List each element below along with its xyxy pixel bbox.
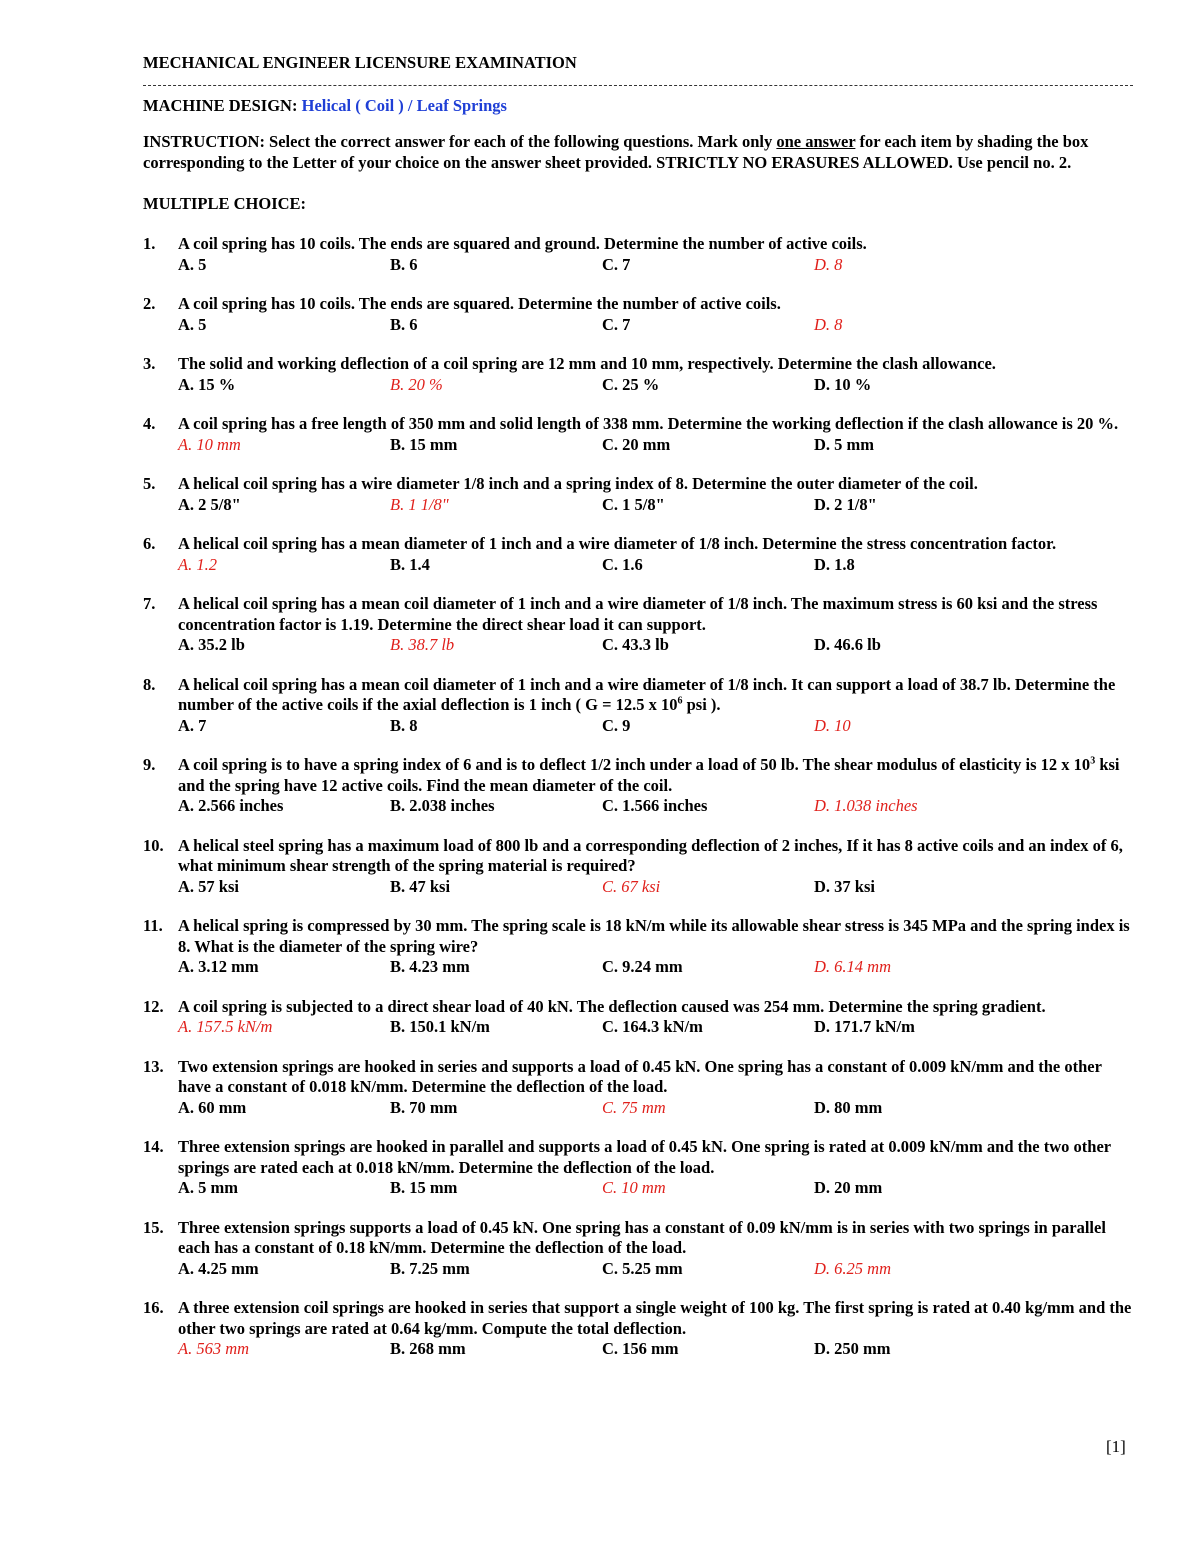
choice-option: D. 46.6 lb bbox=[814, 635, 881, 654]
question-number: 10. bbox=[143, 835, 164, 855]
choice-option: D. 20 mm bbox=[814, 1178, 883, 1197]
page-number: [1] bbox=[1106, 1437, 1126, 1456]
choice-option: B. 268 mm bbox=[390, 1339, 466, 1358]
instruction-emphasis: one answer bbox=[776, 132, 856, 151]
exam-page bbox=[143, 52, 1133, 1360]
choice-option: D. 250 mm bbox=[814, 1339, 891, 1358]
choice-option: C. 7 bbox=[602, 254, 631, 274]
question-text bbox=[178, 675, 1133, 716]
question-text bbox=[178, 755, 1133, 796]
question-item bbox=[143, 1057, 1133, 1119]
choice-option: B. 4.23 mm bbox=[390, 957, 470, 976]
choice-option: C. 7 bbox=[602, 314, 631, 334]
choice-correct-answer: B. 1 1/8" bbox=[390, 494, 449, 514]
choice-option: A. 4.25 mm bbox=[178, 1258, 259, 1278]
choice-row bbox=[178, 716, 1133, 737]
question-number: 15. bbox=[143, 1217, 164, 1237]
choice-option: D. 10 % bbox=[814, 374, 872, 394]
choice-option: B. 47 ksi bbox=[390, 876, 451, 896]
question-text-pre: A coil spring is to have a spring index of 6 and is to deflect 1/2 inch under a load of 50 lb. The shear modulus of elasticity is 12 x 10 bbox=[178, 755, 1091, 774]
question-number: 9. bbox=[143, 755, 156, 774]
question-text: A helical coil spring has a wire diameter 1/8 inch and a spring index of 8. Determine the outer diameter of the coil. bbox=[178, 474, 978, 493]
choice-row bbox=[178, 957, 1133, 978]
choice-option: C. 156 mm bbox=[602, 1339, 679, 1358]
choice-option: C. 43.3 lb bbox=[602, 635, 669, 654]
question-number: 14. bbox=[143, 1137, 164, 1156]
question-text-post: psi ). bbox=[682, 695, 721, 714]
subject-line bbox=[143, 95, 1133, 117]
choice-correct-answer: D. 1.038 inches bbox=[814, 796, 918, 815]
question-item bbox=[143, 836, 1133, 898]
choice-option: B. 6 bbox=[390, 254, 418, 274]
question-number: 4. bbox=[143, 414, 156, 433]
question-number: 3. bbox=[143, 354, 156, 373]
choice-correct-answer: A. 563 mm bbox=[178, 1339, 250, 1358]
choice-correct-answer: D. 6.14 mm bbox=[814, 957, 891, 976]
section-label: MULTIPLE CHOICE: bbox=[143, 194, 307, 213]
question-text-post: ksi and the spring have 12 active coils. Find the mean diameter of the coil. bbox=[178, 755, 1120, 795]
choice-option: C. 1 5/8" bbox=[602, 494, 665, 514]
choice-option: A. 57 ksi bbox=[178, 876, 239, 896]
choice-option: B. 1.4 bbox=[390, 554, 430, 574]
choice-option: C. 164.3 kN/m bbox=[602, 1017, 703, 1036]
choice-correct-answer: A. 10 mm bbox=[178, 434, 241, 454]
choice-option: B. 15 mm bbox=[390, 1178, 458, 1197]
choice-option: A. 3.12 mm bbox=[178, 957, 259, 976]
question-item bbox=[143, 594, 1133, 656]
choice-option: D. 37 ksi bbox=[814, 876, 875, 896]
exponent: 3 bbox=[1090, 755, 1096, 767]
question-item bbox=[143, 997, 1133, 1038]
choice-row bbox=[178, 1259, 1133, 1280]
question-text: A coil spring has a free length of 350 mm and solid length of 338 mm. Determine the working deflection if the clash allowance is 20 %. bbox=[178, 414, 1119, 433]
subject-label: MACHINE DESIGN: bbox=[143, 96, 298, 115]
choice-option: D. 5 mm bbox=[814, 434, 875, 454]
choice-option: A. 5 bbox=[178, 314, 207, 334]
choice-correct-answer: B. 20 % bbox=[390, 374, 443, 394]
question-number: 7. bbox=[143, 594, 156, 613]
choice-correct-answer: C. 67 ksi bbox=[602, 876, 661, 896]
choice-option: D. 171.7 kN/m bbox=[814, 1017, 915, 1036]
choice-option: A. 5 mm bbox=[178, 1178, 239, 1197]
choice-row bbox=[178, 435, 1133, 456]
choice-correct-answer: A. 1.2 bbox=[178, 554, 217, 574]
question-item bbox=[143, 234, 1133, 275]
question-number: 8. bbox=[143, 674, 156, 694]
question-number: 2. bbox=[143, 294, 156, 313]
choice-row bbox=[178, 315, 1133, 336]
question-item bbox=[143, 294, 1133, 335]
choice-option: C. 9 bbox=[602, 715, 631, 735]
choice-row bbox=[178, 1339, 1133, 1360]
choice-row bbox=[178, 635, 1133, 656]
question-text: Three extension springs are hooked in parallel and supports a load of 0.45 kN. One spring is rated at 0.009 kN/mm and the two other springs are rated each at 0.018 kN/mm. Determine the deflection of the load. bbox=[178, 1137, 1111, 1177]
question-item bbox=[143, 534, 1133, 575]
question-number: 1. bbox=[143, 234, 156, 253]
choice-correct-answer: D. 10 bbox=[814, 715, 851, 735]
choice-correct-answer: D. 8 bbox=[814, 254, 843, 274]
question-number: 6. bbox=[143, 534, 156, 553]
choice-row bbox=[178, 796, 1133, 817]
question-text: A coil spring has 10 coils. The ends are squared. Determine the number of active coils. bbox=[178, 294, 781, 313]
choice-option: A. 2.566 inches bbox=[178, 796, 284, 815]
choice-option: A. 60 mm bbox=[178, 1097, 247, 1117]
choice-option: B. 15 mm bbox=[390, 434, 458, 454]
question-item bbox=[143, 1218, 1133, 1280]
question-text: A helical steel spring has a maximum load of 800 lb and a corresponding deflection of 2 inches, If it has 8 active coils and an index of 6, what minimum shear strength of the spring material is required? bbox=[178, 835, 1123, 875]
question-text: Three extension springs supports a load of 0.45 kN. One spring has a constant of 0.09 kN/mm is in series with two springs in parallel each has a constant of 0.18 kN/mm. Determine the deflection of the load. bbox=[178, 1217, 1106, 1257]
choice-row bbox=[178, 877, 1133, 898]
choice-option: B. 7.25 mm bbox=[390, 1258, 470, 1278]
choice-option: C. 25 % bbox=[602, 374, 660, 394]
question-number: 5. bbox=[143, 474, 156, 493]
question-item bbox=[143, 414, 1133, 455]
choice-option: C. 9.24 mm bbox=[602, 957, 683, 976]
choice-option: A. 2 5/8" bbox=[178, 494, 241, 514]
question-item bbox=[143, 474, 1133, 515]
choice-option: C. 1.6 bbox=[602, 554, 643, 574]
question-item bbox=[143, 1298, 1133, 1360]
question-text: A helical coil spring has a mean diameter of 1 inch and a wire diameter of 1/8 inch. Determine the stress concentration factor. bbox=[178, 534, 1057, 553]
choice-option: C. 1.566 inches bbox=[602, 796, 708, 815]
question-item bbox=[143, 916, 1133, 978]
instruction-paragraph bbox=[143, 131, 1133, 173]
question-text: A coil spring is subjected to a direct shear load of 40 kN. The deflection caused was 254 mm. Determine the spring gradient. bbox=[178, 996, 1046, 1016]
dashed-divider bbox=[143, 85, 1133, 86]
choice-correct-answer: B. 38.7 lb bbox=[390, 635, 455, 654]
choice-correct-answer: A. 157.5 kN/m bbox=[178, 1017, 273, 1036]
question-item bbox=[143, 675, 1133, 737]
question-text: A helical coil spring has a mean coil diameter of 1 inch and a wire diameter of 1/8 inch. The maximum stress is 60 ksi and the stress concentration factor is 1.19. Determine the direct shear load it can support. bbox=[178, 594, 1098, 634]
choice-row bbox=[178, 495, 1133, 516]
choice-row bbox=[178, 1178, 1133, 1199]
question-number: 13. bbox=[143, 1056, 164, 1076]
choice-row bbox=[178, 1017, 1133, 1038]
question-item bbox=[143, 354, 1133, 395]
exponent: 6 bbox=[677, 695, 683, 707]
choice-option: C. 5.25 mm bbox=[602, 1258, 683, 1278]
question-number: 16. bbox=[143, 1298, 164, 1317]
choice-option: B. 6 bbox=[390, 314, 418, 334]
choice-row bbox=[178, 1098, 1133, 1119]
choice-option: D. 80 mm bbox=[814, 1097, 883, 1117]
choice-row bbox=[178, 255, 1133, 276]
question-text: A coil spring has 10 coils. The ends are squared and ground. Determine the number of active coils. bbox=[178, 234, 867, 253]
subject-topic: Helical ( Coil ) / Leaf Springs bbox=[301, 96, 507, 115]
choice-row bbox=[178, 555, 1133, 576]
choice-correct-answer: C. 75 mm bbox=[602, 1097, 666, 1117]
choice-option: B. 8 bbox=[390, 715, 418, 735]
choice-option: D. 1.8 bbox=[814, 554, 855, 574]
question-item bbox=[143, 1137, 1133, 1199]
choice-correct-answer: C. 10 mm bbox=[602, 1178, 666, 1197]
choice-option: B. 70 mm bbox=[390, 1097, 458, 1117]
choice-option: A. 7 bbox=[178, 715, 207, 735]
question-list bbox=[143, 234, 1133, 1360]
choice-correct-answer: D. 8 bbox=[814, 314, 843, 334]
question-text: The solid and working deflection of a coil spring are 12 mm and 10 mm, respectively. Determine the clash allowance. bbox=[178, 354, 996, 373]
question-number: 11. bbox=[143, 916, 163, 935]
exam-title: MECHANICAL ENGINEER LICENSURE EXAMINATION bbox=[143, 53, 577, 72]
choice-row bbox=[178, 375, 1133, 396]
choice-option: B. 150.1 kN/m bbox=[390, 1017, 490, 1036]
question-text: A helical spring is compressed by 30 mm. The spring scale is 18 kN/m while its allowable shear stress is 345 MPa and the spring index is 8. What is the diameter of the spring wire? bbox=[178, 916, 1130, 956]
choice-option: C. 20 mm bbox=[602, 434, 671, 454]
instruction-suffix: for each item by shading the box corresponding to the Letter of your choice on the answer sheet provided. STRICTLY NO ERASURES ALLOWED. Use pencil no. 2. bbox=[143, 132, 1089, 172]
choice-option: B. 2.038 inches bbox=[390, 796, 495, 815]
choice-option: A. 5 bbox=[178, 254, 207, 274]
question-number: 12. bbox=[143, 996, 164, 1016]
choice-option: D. 2 1/8" bbox=[814, 494, 877, 514]
choice-option: A. 15 % bbox=[178, 374, 236, 394]
choice-option: A. 35.2 lb bbox=[178, 635, 245, 654]
question-text: A three extension coil springs are hooked in series that support a single weight of 100 kg. The first spring is rated at 0.40 kg/mm and the other two springs are rated at 0.64 kg/mm. Compute the total deflection. bbox=[178, 1298, 1132, 1338]
choice-correct-answer: D. 6.25 mm bbox=[814, 1258, 891, 1278]
question-item bbox=[143, 755, 1133, 817]
instruction-prefix: INSTRUCTION: Select the correct answer for each of the following questions. Mark only bbox=[143, 132, 777, 151]
question-text: Two extension springs are hooked in series and supports a load of 0.45 kN. One spring has a constant of 0.009 kN/mm and the other have a constant of 0.018 kN/mm. Determine the deflection of the load. bbox=[178, 1056, 1102, 1096]
question-text-pre: A helical coil spring has a mean coil diameter of 1 inch and a wire diameter of 1/8 inch. It can support a load of 38.7 lb. Determine the number of the active coils if the axial deflection is 1 inch ( G = 12.5 x 10 bbox=[178, 674, 1116, 714]
